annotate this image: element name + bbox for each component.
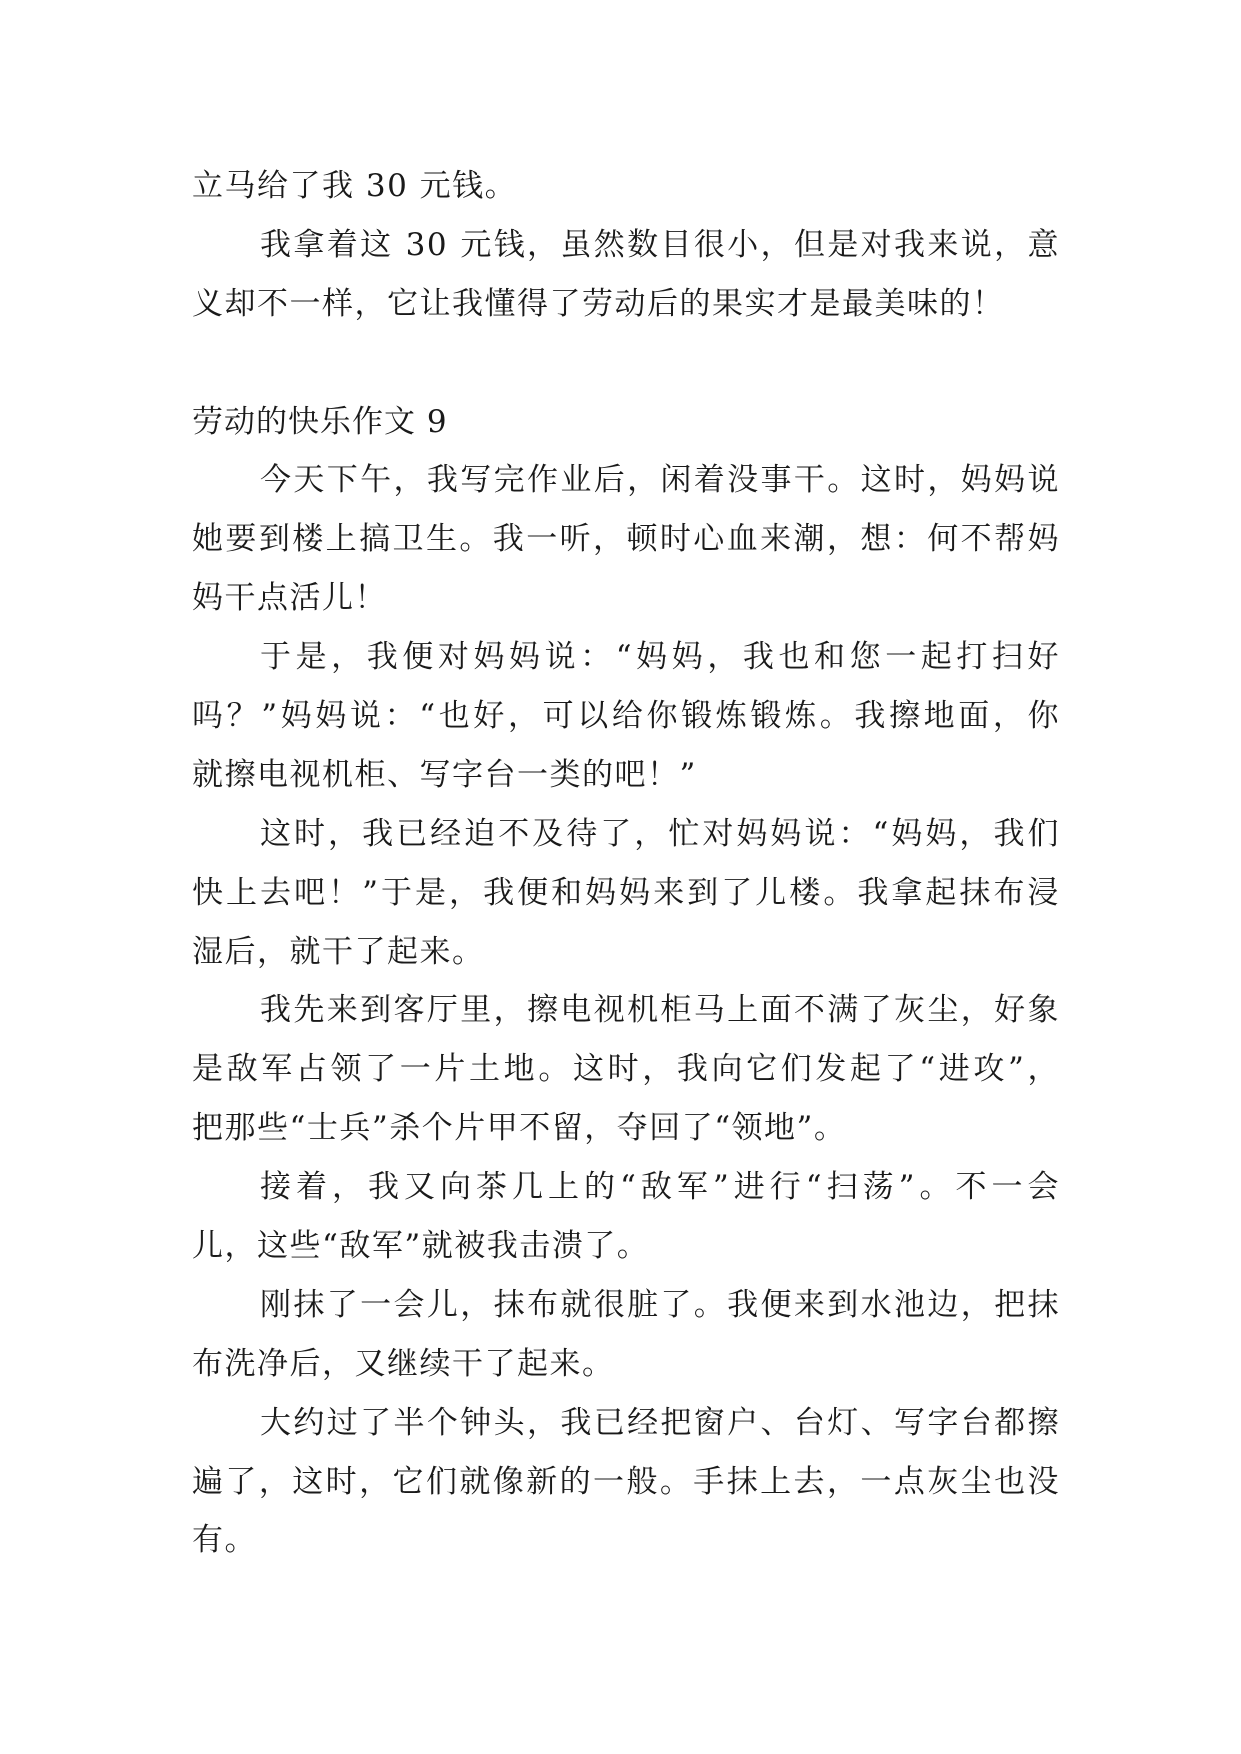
blank-line — [192, 334, 1060, 393]
text-line: 接着，我又向茶几上的“敌军”进行“扫荡”。不一会 — [260, 1169, 1060, 1206]
text-line: 今天下午，我写完作业后，闲着没事干。这时，妈妈说 — [260, 462, 1060, 499]
text-line: 我拿着这 30 元钱，虽然数目很小，但是对我来说，意 — [260, 226, 1060, 263]
paragraph — [192, 1158, 1060, 1276]
text-line: 刚抹了一会儿，抹布就很脏了。我便来到水池边，把抹 — [260, 1286, 1060, 1323]
text-line: 她要到楼上搞卫生。我一听，顿时心血来潮，想：何不帮妈 — [192, 521, 1060, 558]
text-line: 快上去吧！”于是，我便和妈妈来到了儿楼。我拿起抹布浸 — [192, 874, 1060, 911]
text-line: 我先来到客厅里，擦电视机柜马上面不满了灰尘，好象 — [260, 992, 1060, 1029]
paragraph — [192, 157, 1060, 216]
paragraph — [192, 805, 1060, 982]
paragraph — [192, 1276, 1060, 1394]
text-line: 有。 — [192, 1522, 257, 1559]
text-line: 布洗净后，又继续干了起来。 — [192, 1345, 615, 1382]
text-line: 就擦电视机柜、写字台一类的吧！” — [192, 756, 697, 793]
text-line: 吗？”妈妈说：“也好，可以给你锻炼锻炼。我擦地面，你 — [192, 698, 1060, 735]
text-line: 妈干点活儿！ — [192, 580, 387, 617]
text-line: 义却不一样，它让我懂得了劳动后的果实才是最美味的！ — [192, 285, 1005, 322]
text-line: 是敌军占领了一片土地。这时，我向它们发起了“进攻”， — [192, 1051, 1060, 1088]
text-line: 于是，我便对妈妈说：“妈妈，我也和您一起打扫好 — [260, 639, 1060, 676]
paragraph — [192, 1394, 1060, 1571]
text-line: 立马给了我 30 元钱。 — [192, 168, 518, 204]
text-line: 遍了，这时，它们就像新的一般。手抹上去，一点灰尘也没 — [192, 1463, 1060, 1500]
paragraph — [192, 216, 1060, 334]
text-line: 儿，这些“敌军”就被我击溃了。 — [192, 1228, 650, 1265]
text-line: 大约过了半个钟头，我已经把窗户、台灯、写字台都擦 — [260, 1404, 1060, 1441]
paragraph — [192, 451, 1060, 628]
text-line: 把那些“士兵”杀个片甲不留，夺回了“领地”。 — [192, 1110, 847, 1147]
essay-title: 劳动的快乐作文 9 — [192, 403, 448, 440]
paragraph — [192, 981, 1060, 1158]
paragraph — [192, 628, 1060, 805]
text-line: 湿后，就干了起来。 — [192, 933, 485, 970]
document-body — [192, 157, 1060, 1570]
text-line: 这时，我已经迫不及待了，忙对妈妈说：“妈妈，我们 — [260, 815, 1060, 852]
